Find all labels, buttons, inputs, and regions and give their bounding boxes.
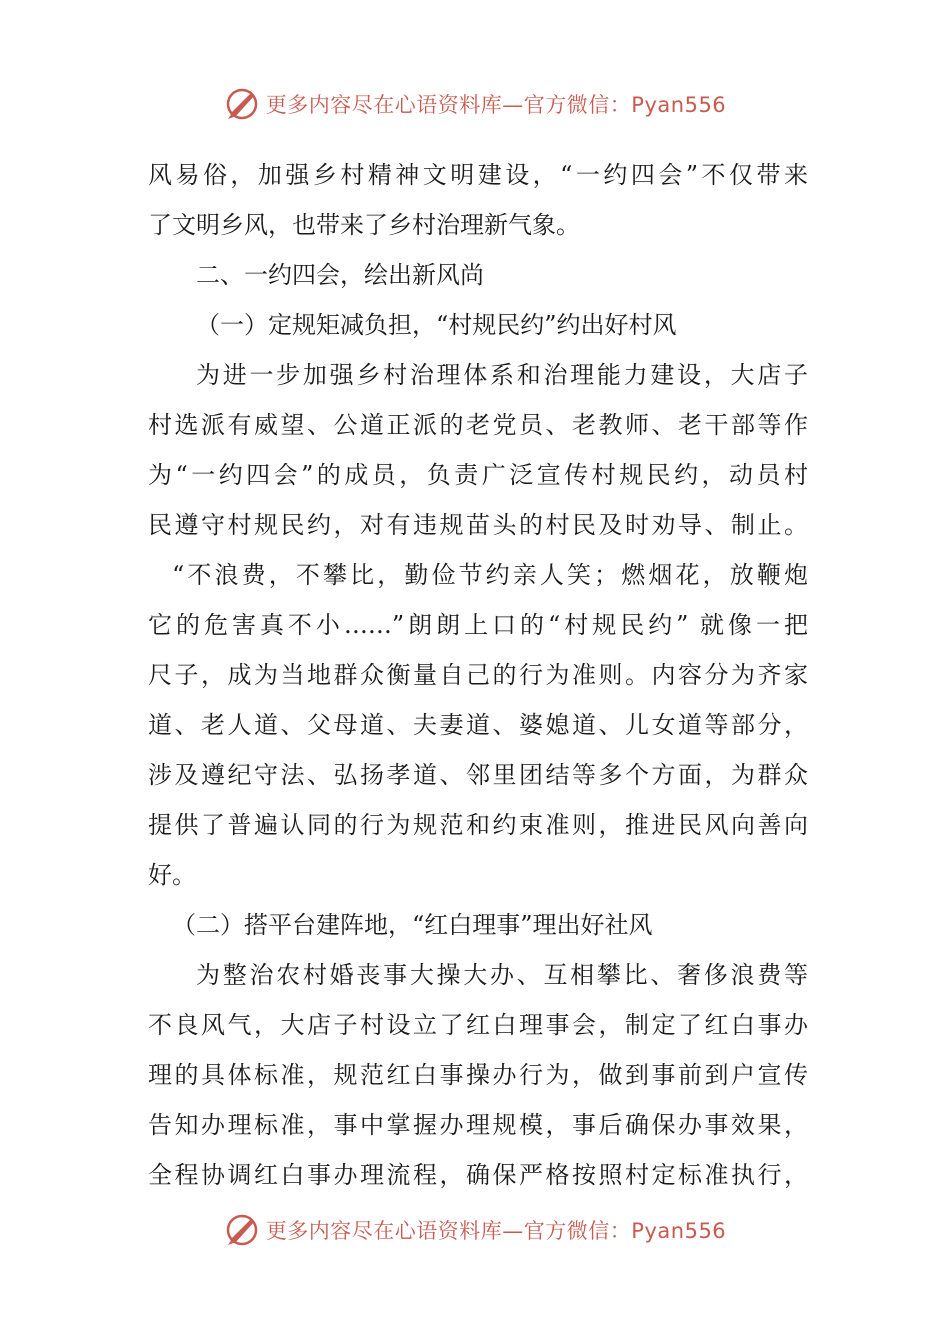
text-line: 道、老人道、父母道、夫妻道、婆媳道、儿女道等部分， <box>148 711 808 739</box>
text-line: （一）定规矩减负担，“村规民约”约出好村风 <box>196 311 677 339</box>
text-line: “不浪费，不攀比，勤俭节约亲人笑；燃烟花，放鞭炮 <box>172 561 808 589</box>
text-line: 二、一约四会，绘出新风尚 <box>196 261 484 289</box>
text-line: 好。 <box>148 861 196 889</box>
document-body <box>148 150 808 1200</box>
text-line: 为整治农村婚丧事大操大办、互相攀比、奢侈浪费等 <box>196 961 808 989</box>
text-line: 全程协调红白事办理流程，确保严格按照村定标准执行， <box>148 1161 808 1189</box>
text-line: 理的具体标准，规范红白事操办行为，做到事前到户宣传 <box>148 1061 808 1089</box>
text-line: 民遵守村规民约，对有违规苗头的村民及时劝导、制止。 <box>148 511 808 539</box>
text-line: 尺子，成为当地群众衡量自己的行为准则。内容分为齐家 <box>148 661 808 689</box>
pen-in-circle-logo <box>224 1212 260 1248</box>
text-line: 了文明乡风，也带来了乡村治理新气象。 <box>148 211 580 239</box>
text-line: 村选派有威望、公道正派的老党员、老教师、老干部等作 <box>148 411 808 439</box>
pen-in-circle-logo <box>224 86 260 122</box>
text-line: （二）搭平台建阵地，“红白理事”理出好社风 <box>172 911 653 939</box>
text-line: 为“一约四会”的成员，负责广泛宣传村规民约，动员村 <box>148 461 808 489</box>
watermark-text: 更多内容尽在心语资料库—官方微信：Pyan556 <box>265 1219 727 1243</box>
watermark-text: 更多内容尽在心语资料库—官方微信：Pyan556 <box>265 93 727 117</box>
text-line: 风易俗，加强乡村精神文明建设，“一约四会”不仅带来 <box>148 161 808 189</box>
text-line: 提供了普遍认同的行为规范和约束准则，推进民风向善向 <box>148 811 808 839</box>
text-line: 告知办理标准，事中掌握办理规模，事后确保办事效果， <box>148 1111 808 1139</box>
footer-watermark-banner <box>0 1210 950 1250</box>
text-line: 它的危害真不小……”朗朗上口的“村规民约” 就像一把 <box>148 611 808 639</box>
header-watermark-banner <box>0 84 950 124</box>
text-line: 涉及遵纪守法、弘扬孝道、邻里团结等多个方面，为群众 <box>148 761 808 789</box>
text-line: 为进一步加强乡村治理体系和治理能力建设，大店子 <box>196 361 808 389</box>
text-line: 不良风气，大店子村设立了红白理事会，制定了红白事办 <box>148 1011 808 1039</box>
